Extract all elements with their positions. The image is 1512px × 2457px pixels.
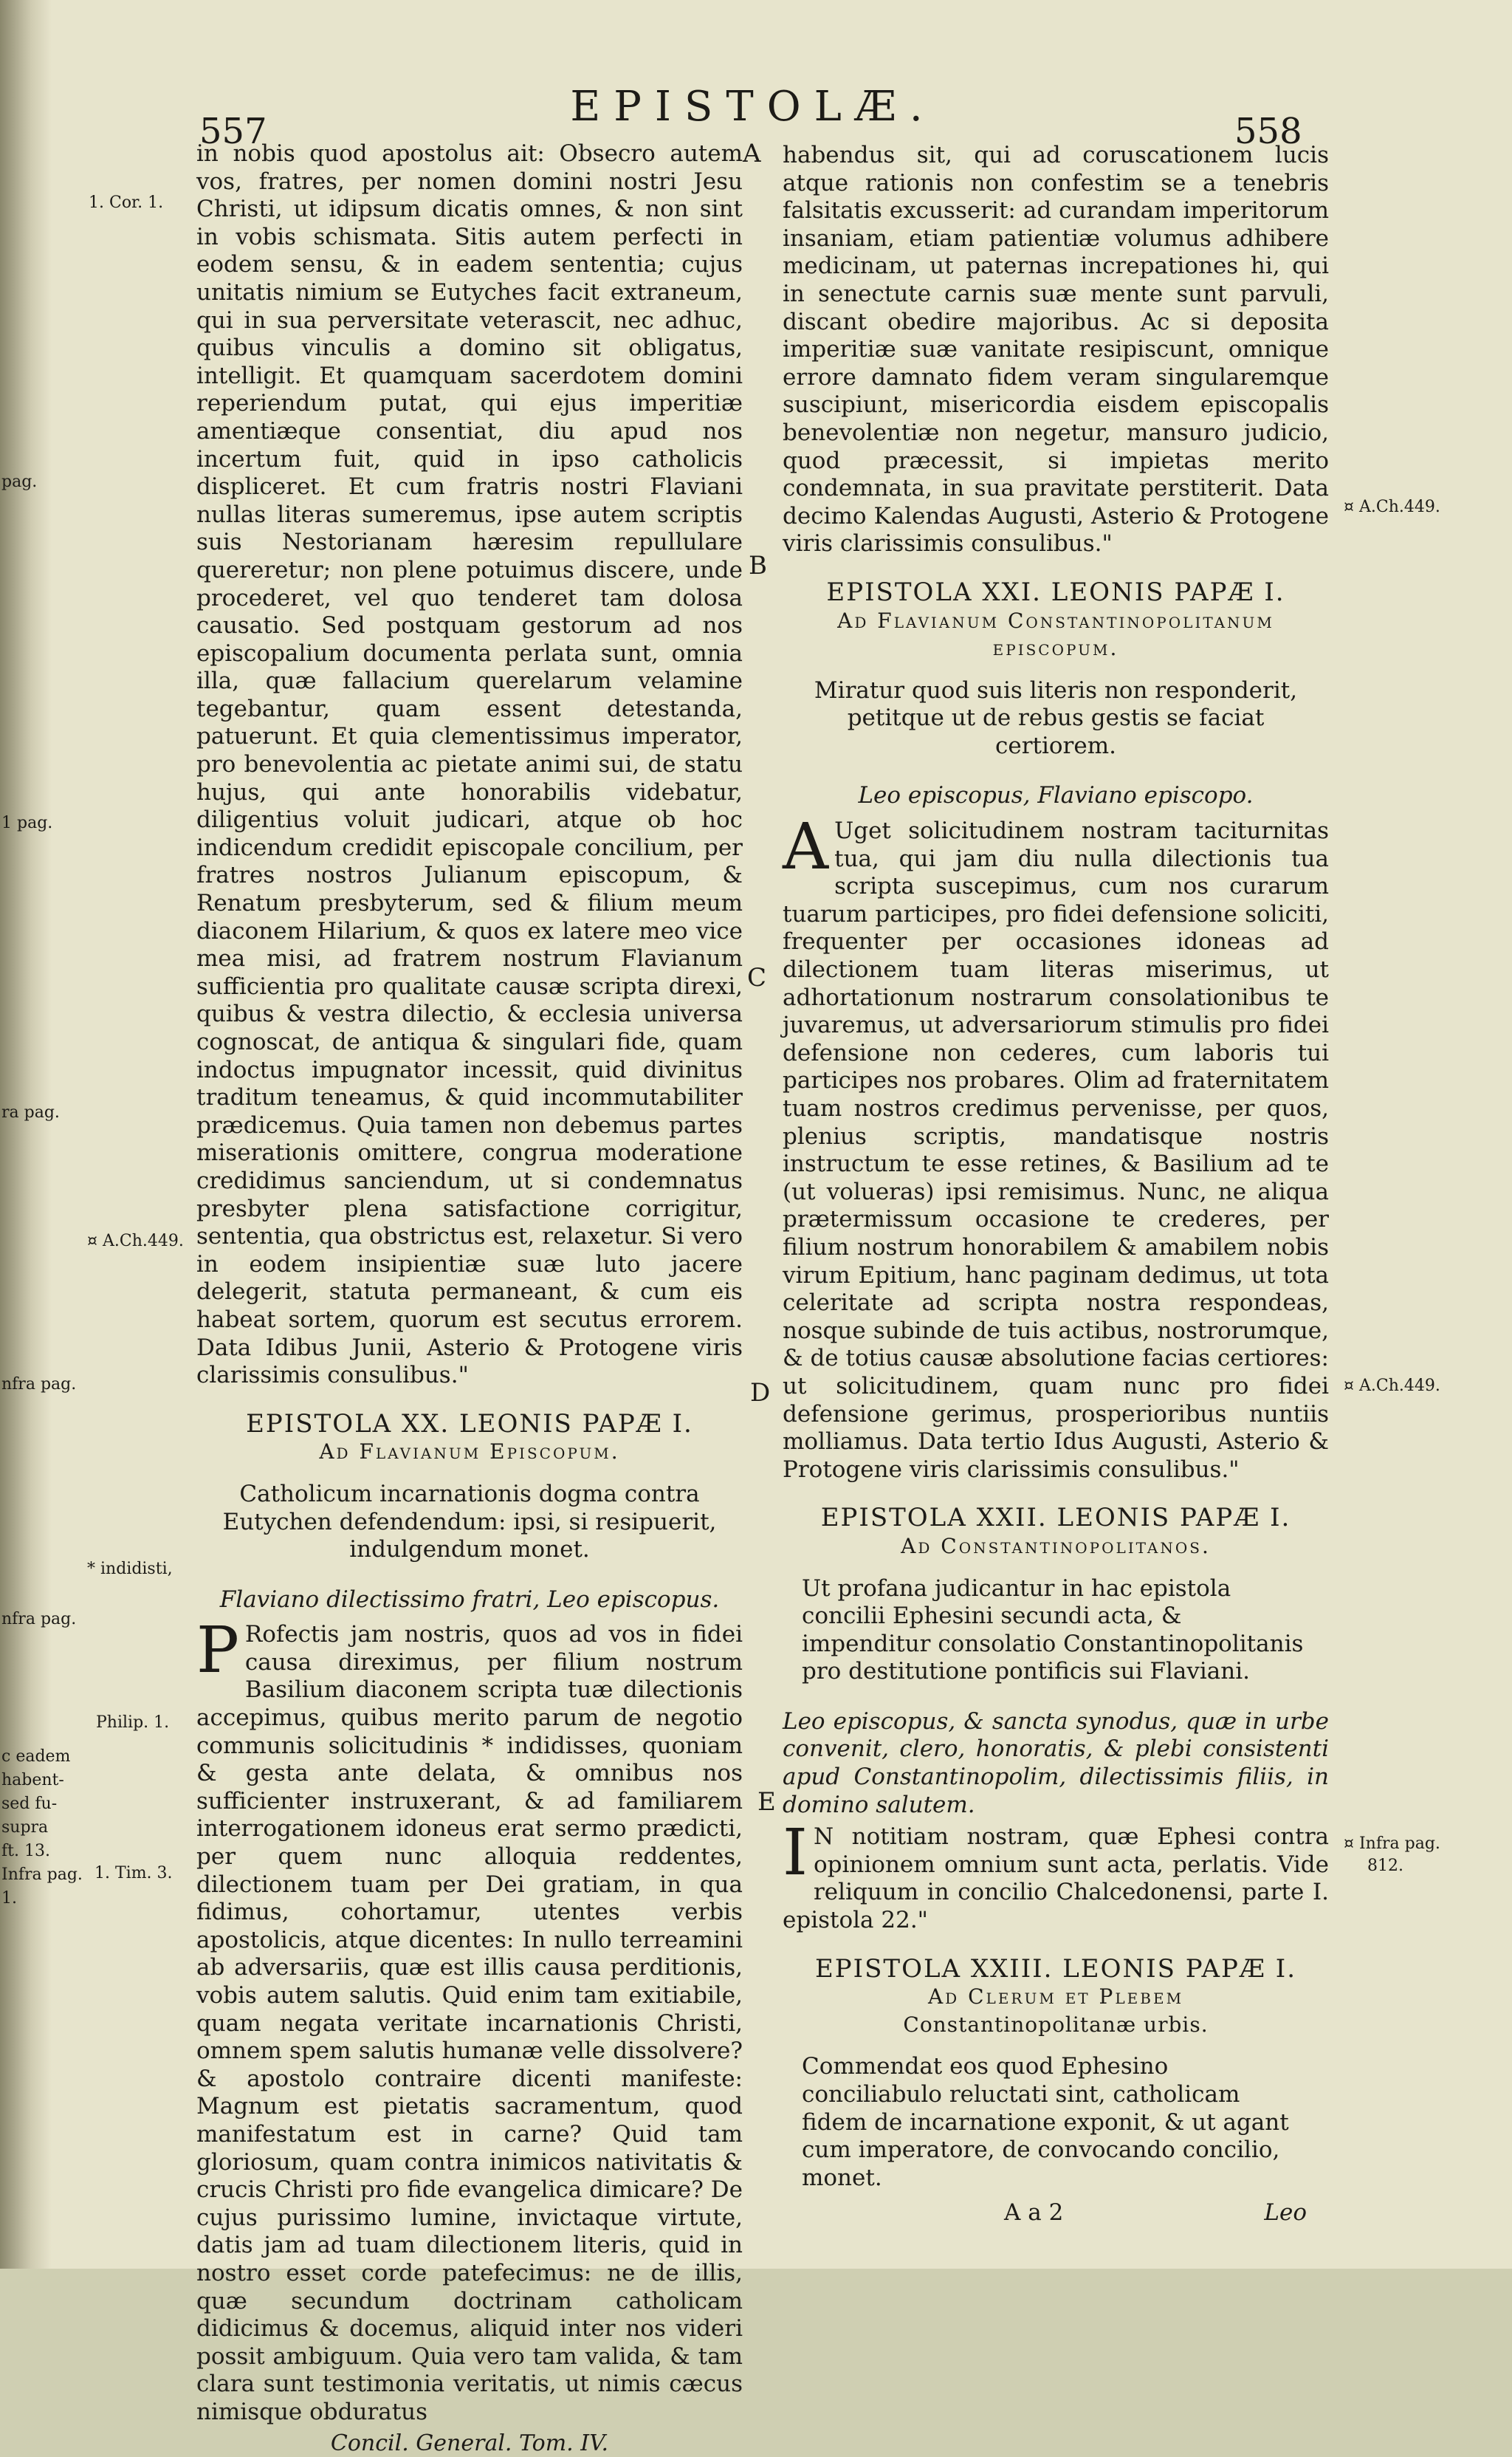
epistle-title: EPISTOLA XXI. LEONIS PAPÆ I. <box>783 579 1329 607</box>
margin-note: ¤ Infra pag. <box>1344 1834 1440 1853</box>
catchword: Leo <box>1264 2199 1307 2227</box>
gutter-shadow <box>0 0 52 2269</box>
margin-note: 812. <box>1367 1857 1403 1875</box>
drop-cap: P <box>196 1624 239 1677</box>
margin-note: pag. <box>1 473 37 491</box>
epistle-title: EPISTOLA XX. LEONIS PAPÆ I. <box>196 1411 743 1439</box>
epistle-summary: Catholicum incarnationis dogma contra Eutychen defendendum: ipsi, si resipuerit, indulgendum monet. <box>216 1481 724 1564</box>
epistle-addressee: Ad Flavianum Constantinopolitanum episcopum. <box>783 607 1329 662</box>
epistle-salutation: Leo episcopus, Flaviano episcopo. <box>783 782 1329 810</box>
margin-note: 1. Cor. 1. <box>89 193 163 212</box>
margin-note: ¤ A.Ch.449. <box>1344 1377 1440 1395</box>
drop-cap: A <box>783 820 828 874</box>
epistle-salutation: Leo episcopus, & sancta synodus, quæ in urbe convenit, clero, honoratis, & plebi consistenti apud Constantinopolim, dilectissimis filiis, in domino salutem. <box>783 1708 1329 1819</box>
margin-note: habent- <box>1 1771 64 1789</box>
running-header: EPISTOLÆ. <box>192 83 1314 142</box>
margin-note: c eadem <box>1 1747 70 1766</box>
section-letter: E <box>757 1787 776 1817</box>
margin-note: nfra pag. <box>1 1375 76 1394</box>
page-number-right: 558 <box>1234 111 1302 152</box>
epistle-title: EPISTOLA XXII. LEONIS PAPÆ I. <box>783 1504 1329 1532</box>
margin-note: supra <box>1 1818 48 1837</box>
margin-note: ra pag. <box>1 1103 60 1122</box>
margin-note: nfra pag. <box>1 1610 76 1628</box>
section-letter: B <box>749 551 767 580</box>
body-text: habendus sit, qui ad coruscationem lucis atque rationis non confestim se a tenebris falsitatis excusserit: ad curandam imperitorum insaniam, etiam patientiæ volumus adhibere medicinam, ut paternas increpationes hi, qui in senectute carnis suæ mente sunt parvuli, discant obedire majoribus. Ac si deposita imperitiæ suæ vanitate resipiscunt, omnique errore damnato fidem veram singularemque suscipiunt, misericordia eisdem episcopalis benevolentiæ non negetur, mansuro judicio, quod præcessit, si impietas merito condemnata, in sua pravitate perstiterit. Data decimo Kalendas Augusti, Asterio & Protogene viris clarissimis consulibus." <box>783 142 1329 558</box>
left-column <box>196 140 743 2457</box>
margin-note: Philip. 1. <box>96 1713 169 1732</box>
section-letter: A <box>743 139 761 168</box>
footer-signature: Concil. General. Tom. IV. <box>196 2430 743 2457</box>
body-text: N notitiam nostram, quæ Ephesi contra opinionem omnium sunt acta, perlatis. Vide reliquum in concilio Chalcedonensi, parte I. epistola 22." <box>783 1823 1329 1933</box>
margin-note: 1 pag. <box>1 814 52 832</box>
body-text: in nobis quod apostolus ait: Obsecro autem vos, fratres, per nomen domini nostri Jesu Christi, ut idipsum dicatis omnes, & non sint in vobis schismata. Sitis autem perfecti in eodem sensu, & in eadem sententia; cujus unitatis nimium se Eutyches facit extraneum, qui in sua perversitate veterascit, nec adhuc, quibus vinculis a domino sit obligatus, intelligit. Et quamquam sacerdotem domini reperiendum putat, qui ejus imperitiæ amentiæque consentiat, diu apud nos incertum fuit, quid in ipso catholicis displiceret. Et cum fratris nostri Flaviani nullas literas sumeremus, ipse autem scriptis suis Nestorianam hæresim repullulare quereretur; non plene potuimus discere, unde procederet, vel quo tenderet tam dolosa causatio. Sed postquam gestorum ad nos episcopalium documenta perlata sunt, omnia illa, quæ fallacium querelarum velamine tegebantur, quam essent detestanda, patuerunt. Et quia clementissimus imperator, pro benevolentia ac pietate animi sui, de statu hujus, qui ante honorabilis videbatur, diligentius voluit judicari, atque ob hoc indicendum credidit episcopale concilium, per fratres nostros Julianum episcopum, & Renatum presbyterum, sed & filium meum diaconem Hilarium, & quos ex latere meo vice mea misi, ad fratrem nostrum Flavianum sufficientia pro qualitate causæ scripta direxi, quibus & vestra dilectio, & ecclesia universa cognoscat, de antiqua & singulari fide, quam indoctus impugnator incessit, quid divinitus traditum teneamus, & quid incommutabiliter prædicemus. Quia tamen non debemus partes miserationis omittere, congrua moderatione credidimus sanciendum, ut si condemnatus presbyter plena satisfactione corrigitur, sententia, qua obstrictus est, relaxetur. Si vero in eodem insipientiæ suæ luto jacere delegerit, statuta permaneant, & cum eis habeat sortem, quorum est secutus errorem. Data Idibus Junii, Asterio & Protogene viris clarissimis consulibus." <box>196 140 743 1390</box>
margin-note: ¤ A.Ch.449. <box>1344 498 1440 516</box>
drop-cap: I <box>783 1826 808 1879</box>
epistle-summary: Miratur quod suis literis non responderit, petitque ut de rebus gestis se faciat certiorem. <box>802 677 1310 761</box>
page-number-left: 557 <box>199 111 267 152</box>
signature-mark: A a 2 <box>1004 2199 1063 2227</box>
epistle-salutation: Flaviano dilectissimo fratri, Leo episcopus. <box>196 1586 743 1614</box>
margin-note: Infra pag. <box>1 1865 83 1884</box>
margin-note: sed fu- <box>1 1795 57 1813</box>
epistle-addressee: Ad Constantinopolitanos. <box>783 1532 1329 1560</box>
section-letter: D <box>750 1378 770 1408</box>
right-column <box>783 142 1329 2232</box>
margin-note: ft. 13. <box>1 1842 50 1860</box>
margin-note: * indidisti, <box>87 1560 173 1578</box>
epistle-summary: Ut profana judicantur in hac epistola concilii Ephesini secundi acta, & impenditur consolatio Constantinopolitanis pro destitutione pontificis sui Flaviani. <box>802 1575 1310 1686</box>
margin-note: 1. Tim. 3. <box>94 1864 173 1882</box>
epistle-addressee-line2: Constantinopolitanæ urbis. <box>783 2011 1329 2039</box>
epistle-addressee: Ad Flavianum Episcopum. <box>196 1438 743 1466</box>
section-letter: C <box>747 963 766 993</box>
body-text: Uget solicitudinem nostram taciturnitas tua, qui jam diu nulla dilectionis tua scripta suscepimus, cum nos curarum tuarum participes, pro fidei defensione soliciti, frequenter per occasiones idoneas ad dilectionem tuam literas miserimus, ut adhortationum nostrarum consolationibus te juvaremus, ut adversariorum stimulis pro fidei defensione non cederes, cum laboris tui participes nos probares. Olim ad fraternitatem tuam nostros credimus pervenisse, per quos, plenius scriptis, mandatisque nostris instructum te esse retines, & Basilium ad te (ut volueras) ipsi remisimus. Nunc, ne aliqua prætermissum occasione te crederes, per filium nostrum honorabilem & amabilem nobis virum Epitium, hanc paginam dedimus, ut tota celeritate ad scripta nostra respondeas, nosque subinde de tuis actibus, nostrorumque, & de totius causæ absolutione facias certiores: ut solicitudinem, quam nunc pro fidei defensione gerimus, prosperioribus nuntiis molliamus. Data tertio Idus Augusti, Asterio & Protogene viris clarissimis consulibus." <box>783 818 1329 1483</box>
body-text: Rofectis jam nostris, quos ad vos in fidei causa direximus, per filium nostrum Basilium diaconem scripta tuæ dilectionis accepimus, quibus merito parum de negotio communis solicitudinis * indidisses, quoniam & gesta ante delata, & omnibus nos sufficienter instruxerant, & ad familiarem interrogationem idoneus erat sermo prædicti, per quem nunc alloquia reddentes, dilectionem tuam per Dei gratiam, in qua fidimus, cohortamur, utentes verbis apostolicis, atque dicentes: In nullo terreamini ab adversariis, quæ est illis causa perditionis, vobis autem salutis. Quid enim tam exitiabile, quam negata veritate incarnationis Christi, omnem spem salutis humanæ velle dissolvere? & apostolo contraire dicenti manifeste: Magnum est pietatis sacramentum, quod manifestatum est in carne? Quid tam gloriosum, quam contra inimicos nativitatis & crucis Christi pro fide evangelica dimicare? De cujus purissimo lumine, invictaque virtute, datis jam ad tuam dilectionem literis, quid in nostro esset corde patefecimus: ne de illis, quæ secundum doctrinam catholicam didicimus & docemus, aliquid inter nos videri possit ambiguum. Quia vero tam valida, & tam clara sunt testimonia veritatis, ut nimis cæcus nimisque obduratus <box>196 1621 743 2425</box>
epistle-summary: Commendat eos quod Ephesino conciliabulo reluctati sint, catholicam fidem de incarnatione exponit, & ut agant cum imperatore, de convocando concilio, monet. <box>802 2053 1310 2192</box>
margin-note: 1. <box>1 1889 17 1908</box>
epistle-addressee: Ad Clerum et Plebem <box>783 1983 1329 2011</box>
margin-note: ¤ A.Ch.449. <box>87 1232 184 1250</box>
epistle-title: EPISTOLA XXIII. LEONIS PAPÆ I. <box>783 1956 1329 1984</box>
